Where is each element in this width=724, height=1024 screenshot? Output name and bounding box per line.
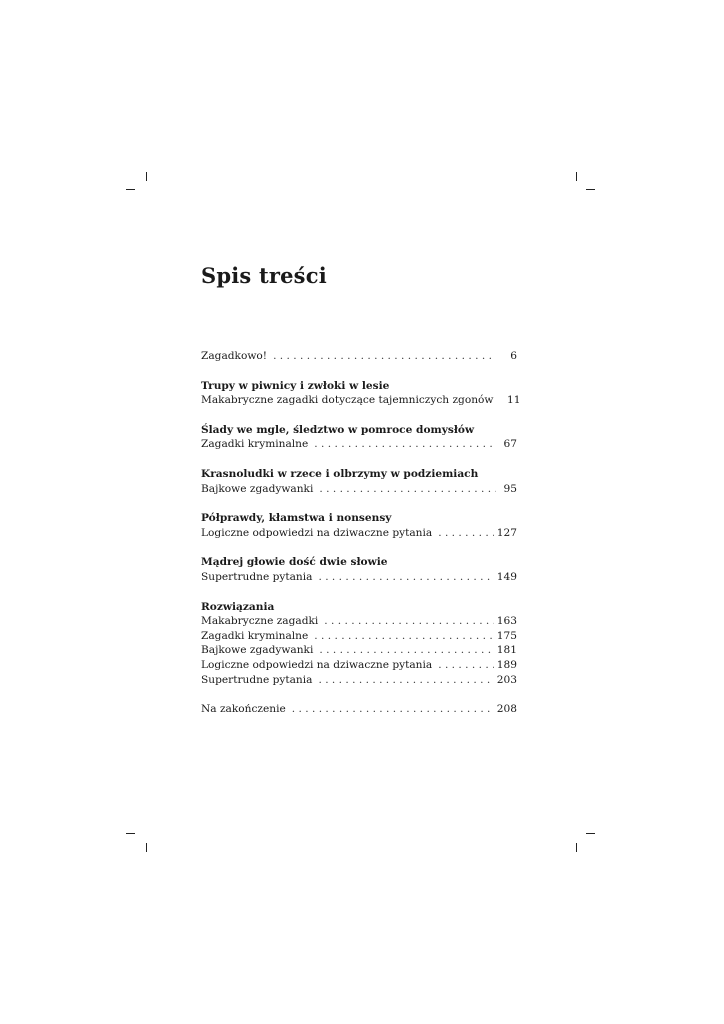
toc-entry — [201, 658, 517, 673]
toc-entry — [201, 437, 517, 452]
toc-entry-label: Makabryczne zagadki dotyczące tajemniczych zgonów — [201, 394, 494, 407]
dot-leader — [319, 643, 493, 658]
crop-mark-top-right-vertical — [576, 172, 577, 181]
dot-leader — [292, 702, 494, 717]
toc-entry — [201, 702, 517, 717]
crop-mark-top-left-vertical — [146, 172, 147, 181]
toc-entry-label: Logiczne odpowiedzi na dziwaczne pytania — [201, 526, 433, 539]
toc-entry-label: Bajkowe zgadywanki — [201, 482, 314, 495]
toc-section — [201, 555, 517, 584]
toc-entry-page-number: 163 — [496, 615, 517, 628]
dot-leader — [273, 349, 496, 364]
toc-entry-label: Supertrudne pytania — [201, 673, 313, 686]
crop-mark-bottom-left-vertical — [146, 843, 147, 852]
toc-entry — [201, 629, 517, 644]
toc-section — [201, 600, 517, 688]
toc-entry-page-number: 11 — [507, 394, 521, 407]
toc-entry-label: Zagadki kryminalne — [201, 438, 309, 451]
toc-entry-page-number: 6 — [510, 350, 517, 362]
toc-section-heading: Rozwiązania — [201, 600, 275, 613]
toc-entry-label: Supertrudne pytania — [201, 570, 313, 583]
crop-mark-bottom-right-horizontal — [586, 833, 595, 834]
dot-leader — [318, 570, 493, 585]
toc-section — [201, 467, 517, 496]
toc-section — [201, 511, 517, 540]
toc-entry-page-number: 189 — [496, 658, 517, 671]
toc-section-heading: Ślady we mgle, śledztwo w pomroce domysłów — [201, 423, 475, 436]
toc-entry — [201, 349, 517, 364]
toc-entry-label: Logiczne odpowiedzi na dziwaczne pytania — [201, 658, 433, 671]
dot-leader — [324, 614, 493, 629]
dot-leader — [314, 629, 494, 644]
toc-entry-label: Bajkowe zgadywanki — [201, 644, 314, 657]
toc-entry — [201, 393, 521, 408]
page-title: Spis treści — [201, 263, 327, 288]
toc-entry — [201, 614, 517, 629]
toc-entry-label: Zagadki kryminalne — [201, 629, 309, 642]
toc-entry — [201, 643, 517, 658]
toc-entry-page-number: 67 — [503, 438, 517, 451]
toc-entry-page-number: 95 — [503, 482, 517, 495]
toc-entry-label: Zagadkowo! — [201, 350, 268, 362]
toc-entry — [201, 526, 517, 541]
toc-entry — [201, 482, 517, 497]
toc-entry — [201, 673, 517, 688]
toc-section — [201, 349, 517, 364]
toc-entry-page-number: 203 — [496, 673, 517, 686]
dot-leader — [438, 526, 494, 541]
dot-leader — [318, 673, 493, 688]
toc-section — [201, 379, 521, 408]
toc-entry-label: Makabryczne zagadki — [201, 615, 319, 628]
toc-entry — [201, 570, 517, 585]
crop-mark-bottom-left-horizontal — [126, 833, 135, 834]
toc-entry-page-number: 181 — [496, 644, 517, 657]
toc-section-heading: Półprawdy, kłamstwa i nonsensy — [201, 512, 392, 525]
toc-section-heading: Mądrej głowie dość dwie słowie — [201, 556, 388, 569]
toc-section — [201, 702, 517, 717]
table-of-contents — [201, 349, 521, 732]
toc-section-heading: Krasnoludki w rzece i olbrzymy w podziemiach — [201, 467, 479, 480]
crop-mark-top-left-horizontal — [126, 189, 135, 190]
dot-leader — [314, 437, 496, 452]
toc-section-heading: Trupy w piwnicy i zwłoki w lesie — [201, 379, 390, 392]
toc-section — [201, 423, 517, 452]
toc-entry-label: Na zakończenie — [201, 703, 286, 716]
toc-entry-page-number: 175 — [496, 629, 517, 642]
crop-mark-top-right-horizontal — [586, 189, 595, 190]
crop-mark-bottom-right-vertical — [576, 843, 577, 852]
toc-entry-page-number: 127 — [496, 526, 517, 539]
dot-leader — [438, 658, 494, 673]
toc-entry-page-number: 208 — [496, 703, 517, 716]
toc-entry-page-number: 149 — [496, 570, 517, 583]
dot-leader — [319, 482, 496, 497]
